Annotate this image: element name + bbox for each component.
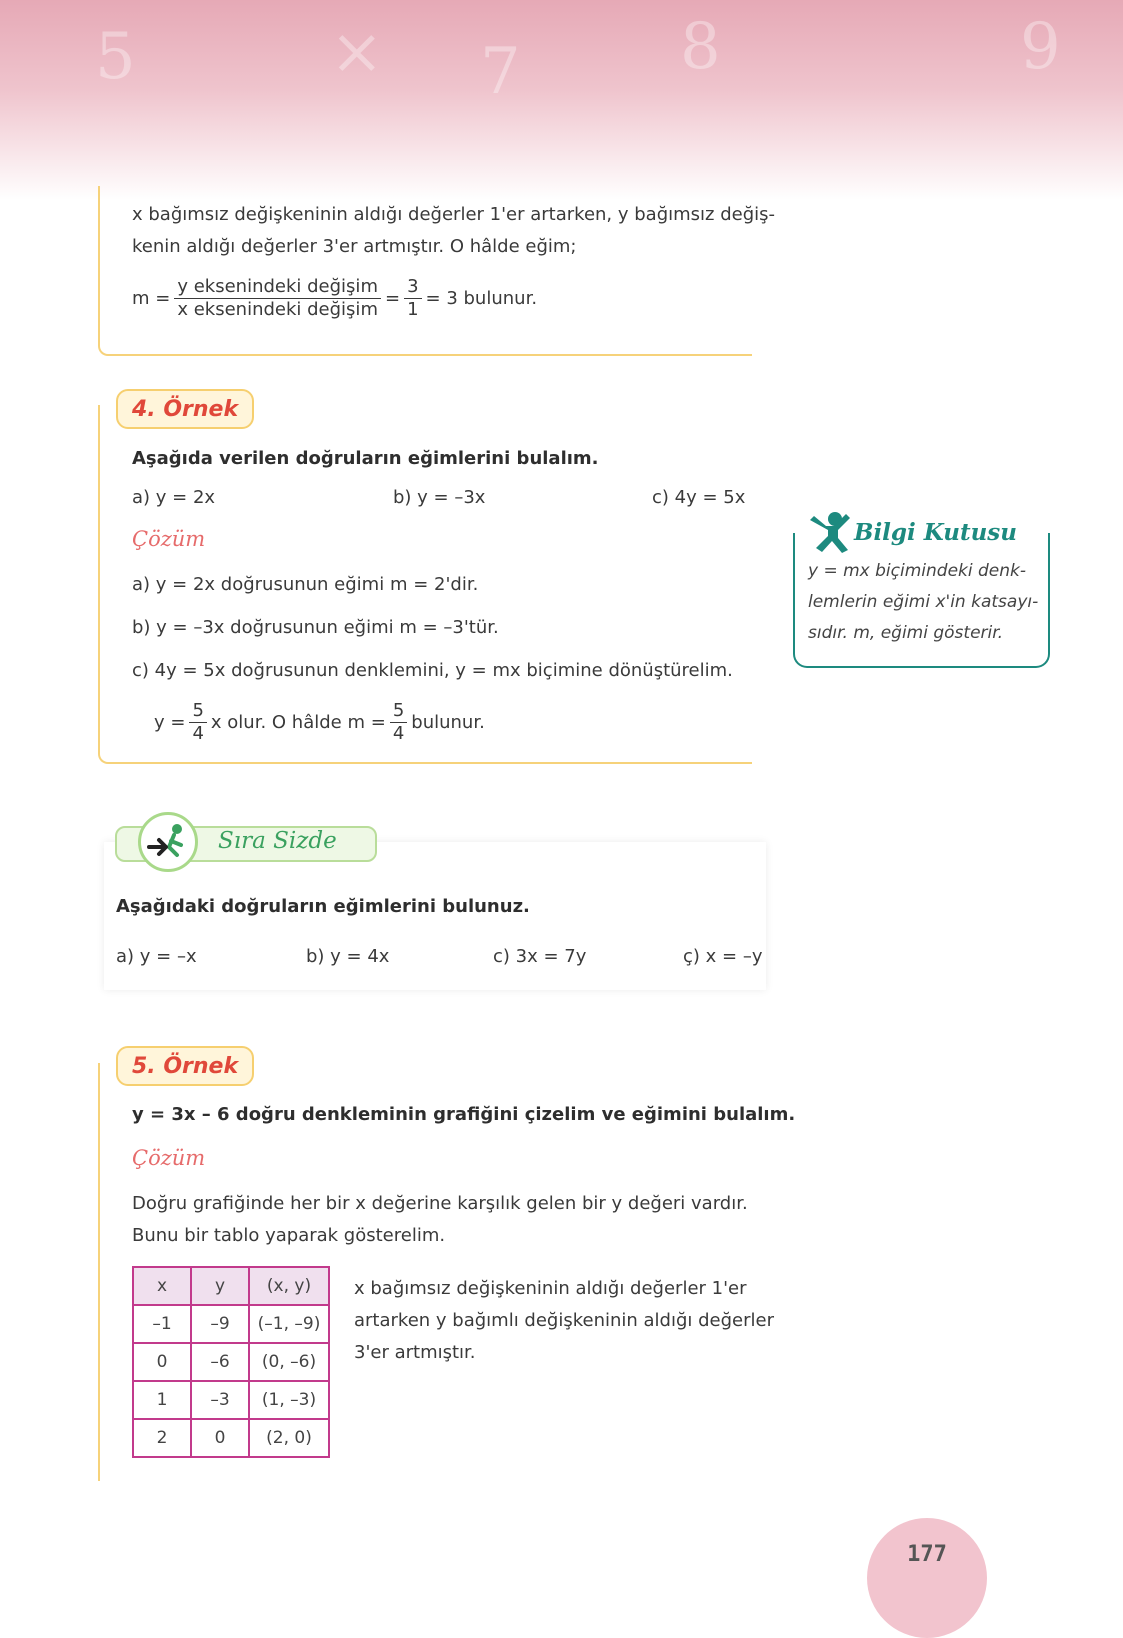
table-header-xy: (x, y)	[249, 1267, 329, 1305]
slope-formula	[132, 276, 537, 321]
equals-sign: =	[384, 288, 401, 309]
sira-sizde-question: Aşağıdaki doğruların eğimlerini bulunuz.	[116, 896, 530, 917]
bilgi-line: y = mx biçimindeki denk-	[808, 561, 1027, 581]
sira-option-d: ç) x = –y	[683, 946, 763, 967]
banner-digit-decoration: ×	[330, 15, 384, 89]
xy-value-table	[132, 1266, 330, 1458]
slope-fraction	[174, 276, 381, 321]
example4-option-c: c) 4y = 5x	[652, 487, 746, 508]
sira-sizde-label: Sıra Sizde	[218, 828, 337, 854]
example4-question: Aşağıda verilen doğruların eğimlerini bulalım.	[132, 448, 599, 469]
banner-digit-decoration: 7	[480, 35, 521, 109]
example5-side-line3: 3'er artmıştır.	[354, 1342, 476, 1363]
example4-solution-a: a) y = 2x doğrusunun eğimi m = 2'dir.	[132, 574, 479, 595]
example5-tab	[116, 1046, 254, 1086]
bilgi-kutusu-header	[804, 510, 1023, 554]
fraction-denominator: 4	[192, 723, 204, 744]
final-suffix: bulunur.	[411, 712, 485, 733]
sira-option-a: a) y = –x	[116, 946, 197, 967]
example4-solution-b: b) y = –3x doğrusunun eğimi m = –3'tür.	[132, 617, 499, 638]
figure-icon	[804, 510, 854, 554]
table-cell: –1	[133, 1305, 191, 1343]
table-cell: 0	[191, 1419, 249, 1457]
example5-text-line2: Bunu bir tablo yaparak gösterelim.	[132, 1225, 446, 1246]
five-quarters-fraction	[189, 700, 206, 745]
sira-sizde-icon-circle	[138, 812, 198, 872]
banner-digit-decoration: 5	[95, 20, 136, 94]
runner-arrow-icon	[141, 815, 195, 869]
table-cell: 2	[133, 1419, 191, 1457]
final-middle-text: x olur. O hâlde m =	[210, 712, 386, 733]
slope-five-quarters-fraction	[390, 700, 407, 745]
example5-tab-label: 5. Örnek	[132, 1053, 239, 1079]
slope-result: = 3 bulunur.	[425, 288, 538, 309]
example5-text-line1: Doğru grafiğinde her bir x değerine karşılık gelen bir y değeri vardır.	[132, 1193, 748, 1214]
example4-tab	[116, 389, 254, 429]
table-row	[133, 1381, 329, 1419]
example5-frame	[98, 1063, 100, 1481]
example5-side-line1: x bağımsız değişkeninin aldığı değerler 1'er	[354, 1278, 747, 1299]
fraction-denominator: x eksenindeki değişim	[177, 299, 378, 320]
fraction-numerator: 3	[404, 276, 421, 299]
sira-option-b: b) y = 4x	[306, 946, 390, 967]
table-cell: (0, –6)	[249, 1343, 329, 1381]
top-box-line2: kenin aldığı değerler 3'er artmıştır. O hâlde eğim;	[132, 236, 577, 257]
page-number-badge	[867, 1518, 987, 1638]
table-cell: –6	[191, 1343, 249, 1381]
table-cell: (1, –3)	[249, 1381, 329, 1419]
final-prefix: y =	[154, 712, 186, 733]
bilgi-kutusu-text	[808, 556, 1038, 649]
fraction-denominator: 1	[407, 299, 419, 320]
table-cell: (–1, –9)	[249, 1305, 329, 1343]
sira-option-c: c) 3x = 7y	[493, 946, 587, 967]
example4-option-b: b) y = –3x	[393, 487, 486, 508]
table-cell: (2, 0)	[249, 1419, 329, 1457]
table-cell: 1	[133, 1381, 191, 1419]
table-row	[133, 1305, 329, 1343]
bilgi-line: sıdır. m, eğimi gösterir.	[808, 623, 1004, 643]
example4-cozum-label: Çözüm	[132, 527, 206, 551]
table-header-row	[133, 1267, 329, 1305]
example4-option-a: a) y = 2x	[132, 487, 216, 508]
fraction-denominator: 4	[392, 723, 405, 744]
header-banner	[0, 0, 1123, 200]
table-cell: 0	[133, 1343, 191, 1381]
slope-m-prefix: m =	[132, 288, 171, 309]
example5-question: y = 3x – 6 doğru denkleminin grafiğini çizelim ve eğimini bulalım.	[132, 1104, 796, 1125]
banner-digit-decoration: 9	[1020, 10, 1061, 84]
table-header-y: y	[191, 1267, 249, 1305]
fraction-numerator: 5	[189, 700, 206, 723]
banner-digit-decoration: 8	[680, 10, 721, 84]
example4-solution-c: c) 4y = 5x doğrusunun denklemini, y = mx biçimine dönüştürelim.	[132, 660, 733, 681]
example4-tab-label: 4. Örnek	[132, 396, 239, 422]
slope-value-fraction	[404, 276, 421, 321]
example4-final-equation	[154, 700, 485, 745]
top-box-line1: x bağımsız değişkeninin aldığı değerler 1'er artarken, y bağımsız değiş-	[132, 204, 776, 225]
fraction-numerator: 5	[390, 700, 407, 723]
example5-cozum-label: Çözüm	[132, 1146, 206, 1170]
page-number: 177	[907, 1542, 947, 1567]
table-row	[133, 1419, 329, 1457]
fraction-numerator: y eksenindeki değişim	[174, 276, 381, 299]
table-row	[133, 1343, 329, 1381]
table-cell: –9	[191, 1305, 249, 1343]
example5-side-line2: artarken y bağımlı değişkeninin aldığı değerler	[354, 1310, 775, 1331]
bilgi-kutusu-title: Bilgi Kutusu	[854, 518, 1017, 546]
bilgi-line: lemlerin eğimi x'in katsayı-	[808, 592, 1039, 612]
table-header-x: x	[133, 1267, 191, 1305]
table-cell: –3	[191, 1381, 249, 1419]
